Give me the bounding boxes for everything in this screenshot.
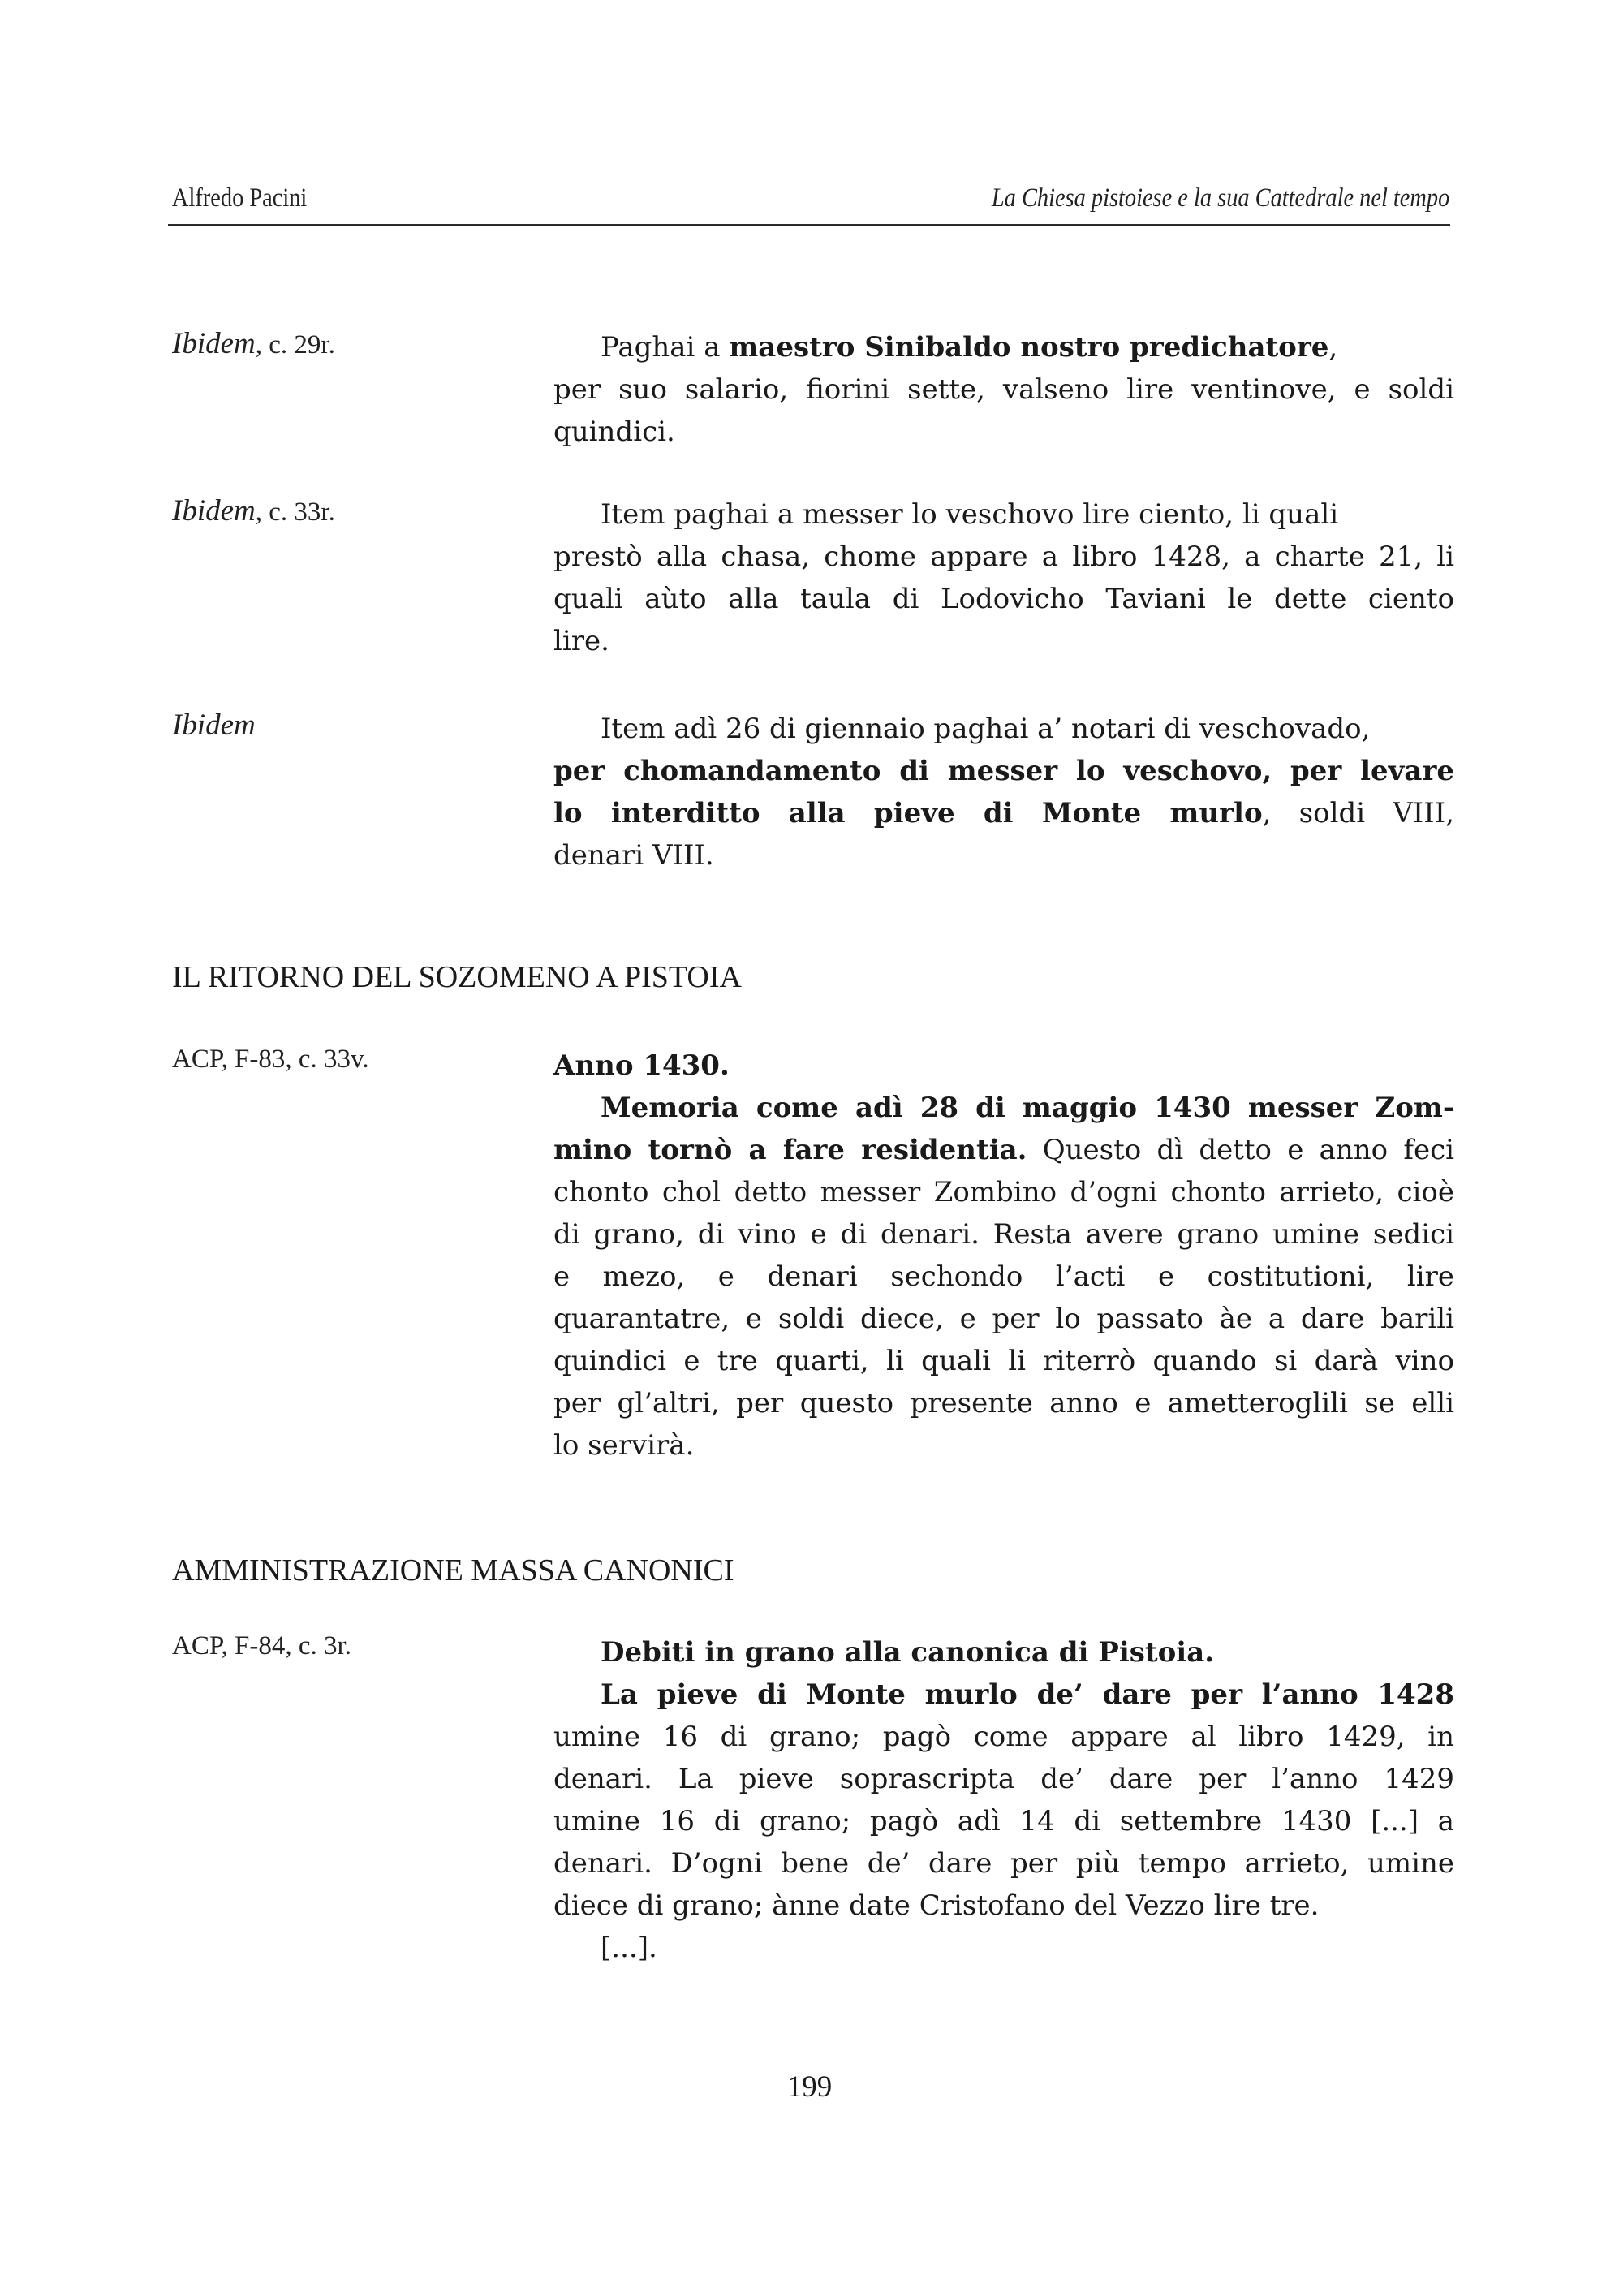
- plain-text: umine 16 di grano; pagò come appare al libro 1429, in: [553, 1721, 1454, 1753]
- text-line: [553, 411, 1454, 453]
- page-number: 199: [786, 2070, 833, 2104]
- section-heading-amministrazione-massa: AMMINISTRAZIONE MASSA CANONICI: [172, 1553, 734, 1587]
- archival-reference: [172, 326, 335, 361]
- ref-ibidem: Ibidem: [172, 709, 256, 742]
- text-line: [553, 1674, 1454, 1716]
- plain-text: quindici e tre quarti, li quali li riterrò quando si darà vino: [553, 1345, 1454, 1377]
- text-line: [553, 1256, 1454, 1298]
- archival-reference: [172, 493, 335, 528]
- bold-text: maestro Sinibaldo nostro predichatore: [729, 331, 1329, 364]
- text-line: [553, 578, 1454, 620]
- plain-text: lo servirà.: [553, 1429, 695, 1462]
- text-line: [553, 368, 1454, 411]
- bold-text: per chomandamento di messer lo veschovo, per levare: [553, 755, 1454, 787]
- plain-text: per gl’altri, per questo presente anno e ametteroglili se elli: [553, 1387, 1454, 1419]
- entry-text: [553, 1631, 1454, 1969]
- entry-text: [553, 708, 1454, 877]
- text-line: [553, 1927, 1454, 1969]
- bold-text: Debiti in grano alla canonica di Pistoia.: [601, 1636, 1215, 1669]
- plain-text: quarantatre, e soldi diece, e per lo passato àe a dare barili: [553, 1303, 1454, 1335]
- text-line: [553, 750, 1454, 792]
- plain-text: per suo salario, fiorini sette, valseno lire ventinove, e soldi: [553, 373, 1454, 406]
- header-book-title: La Chiesa pistoiese e la sua Cattedrale nel tempo: [991, 183, 1449, 213]
- plain-text: denari. La pieve soprascripta de’ dare per l’anno 1429: [553, 1763, 1454, 1795]
- archival-reference: [172, 708, 256, 743]
- text-line: [553, 708, 1454, 750]
- ref-folio: , c. 29r.: [255, 330, 335, 360]
- text-line: [553, 792, 1454, 834]
- bold-text: mino tornò a fare residentia.: [553, 1134, 1027, 1166]
- archival-reference: ACP, F-83, c. 33v.: [172, 1045, 369, 1074]
- text-line: [553, 1716, 1454, 1758]
- plain-text: Paghai a: [601, 331, 730, 364]
- text-line: [553, 1045, 1454, 1087]
- text-line: [553, 1129, 1454, 1171]
- plain-text: , soldi VIII,: [1262, 797, 1454, 829]
- running-header: [172, 183, 1449, 222]
- plain-text: quali aùto alla taula di Lodovicho Taviani le dette ciento: [553, 583, 1454, 615]
- text-line: [553, 1842, 1454, 1885]
- bold-text: Memoria come adì 28 di maggio 1430 messer Zom-: [601, 1092, 1454, 1124]
- plain-text: quindici.: [553, 416, 675, 448]
- text-line: [553, 1171, 1454, 1213]
- plain-text: lire.: [553, 625, 609, 657]
- text-line: [553, 1758, 1454, 1800]
- text-line: [553, 1800, 1454, 1842]
- plain-text: Item adì 26 di giennaio paghai a’ notari di veschovado,: [601, 713, 1371, 745]
- text-line: [553, 620, 1454, 662]
- text-line: [553, 1213, 1454, 1256]
- text-line: [553, 1424, 1454, 1467]
- bold-text: Anno 1430.: [553, 1049, 730, 1082]
- header-rule: [168, 224, 1450, 226]
- plain-text: umine 16 di grano; pagò adì 14 di settembre 1430 [...] a: [553, 1805, 1454, 1837]
- plain-text: Item paghai a messer lo veschovo lire ciento, li quali: [601, 498, 1339, 531]
- text-line: [553, 1087, 1454, 1129]
- text-line: [553, 1298, 1454, 1340]
- plain-text: denari. D’ogni bene de’ dare per più tempo arrieto, umine: [553, 1847, 1454, 1880]
- ref-ibidem: Ibidem: [172, 327, 256, 360]
- plain-text: di grano, di vino e di denari. Resta avere grano umine sedici: [553, 1218, 1454, 1251]
- bold-text: La pieve di Monte murlo de’ dare per l’anno 1428: [601, 1678, 1454, 1711]
- plain-text: ,: [1328, 331, 1338, 364]
- entry-text: [553, 326, 1454, 453]
- plain-text: denari VIII.: [553, 839, 714, 872]
- text-line: [553, 1382, 1454, 1424]
- plain-text: diece di grano; ànne date Cristofano del Vezzo lire tre.: [553, 1889, 1320, 1922]
- bold-text: lo interditto alla pieve di Monte murlo: [553, 797, 1263, 829]
- text-line: [553, 1340, 1454, 1382]
- text-line: [553, 834, 1454, 877]
- text-line: [553, 1631, 1454, 1674]
- entry-text: [553, 1045, 1454, 1467]
- archival-reference: ACP, F-84, c. 3r.: [172, 1631, 351, 1661]
- plain-text: prestò alla chasa, chome appare a libro 1428, a charte 21, li: [553, 541, 1454, 573]
- plain-text: [...].: [601, 1932, 657, 1964]
- plain-text: Questo dì detto e anno feci: [1027, 1134, 1454, 1166]
- text-line: [553, 493, 1454, 536]
- text-line: [553, 326, 1454, 368]
- text-line: [553, 536, 1454, 578]
- ref-folio: , c. 33r.: [255, 498, 335, 527]
- ref-ibidem: Ibidem: [172, 494, 256, 528]
- plain-text: chonto chol detto messer Zombino d’ogni chonto arrieto, cioè: [553, 1176, 1454, 1208]
- header-author: Alfredo Pacini: [172, 183, 308, 213]
- entry-text: [553, 493, 1454, 662]
- section-heading-ritorno-sozomeno: IL RITORNO DEL SOZOMENO A PISTOIA: [172, 960, 742, 994]
- text-line: [553, 1885, 1454, 1927]
- plain-text: e mezo, e denari sechondo l’acti e costitutioni, lire: [553, 1260, 1454, 1293]
